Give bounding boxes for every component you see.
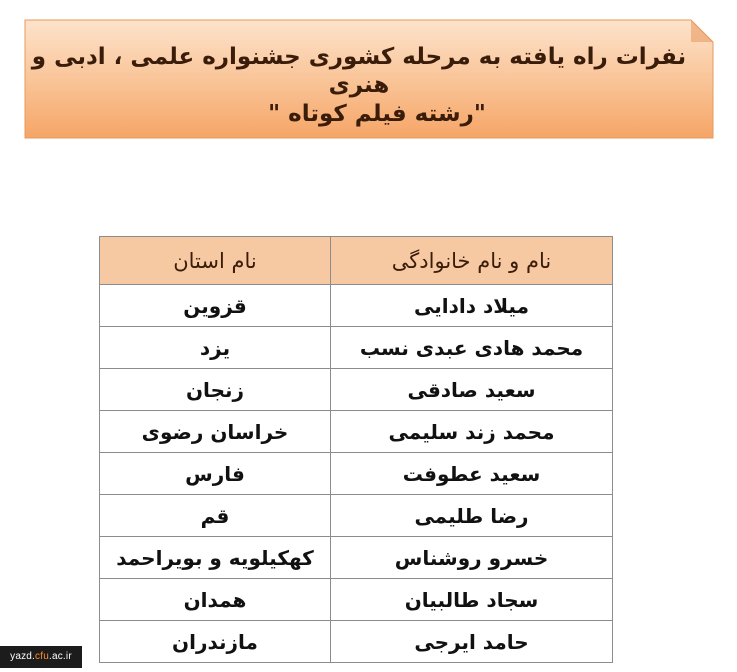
site-url-prefix: yazd. (10, 651, 36, 662)
cell-name: خسرو روشناس (331, 537, 613, 579)
table-row (100, 327, 613, 369)
cell-name: میلاد دادایی (331, 285, 613, 327)
cell-name: رضا طلیمی (331, 495, 613, 537)
title-banner (23, 18, 715, 140)
site-url-accent: cfu (35, 651, 49, 662)
table-row (100, 621, 613, 663)
table-row (100, 537, 613, 579)
table-row (100, 453, 613, 495)
cell-province: مازندران (100, 621, 331, 663)
site-url-badge[interactable] (0, 646, 82, 668)
banner-title-line1: نفرات راه یافته به مرحله کشوری جشنواره علمی ، ادبی و هنری (31, 44, 687, 98)
banner-title-line2: "رشته فیلم کوتاه " (268, 101, 486, 127)
table-row (100, 369, 613, 411)
cell-name: سعید صادقی (331, 369, 613, 411)
cell-province: یزد (100, 327, 331, 369)
table-row (100, 411, 613, 453)
site-url-suffix: .ac.ir (48, 651, 72, 662)
results-table-wrapper (99, 236, 612, 663)
table-row (100, 285, 613, 327)
table-row (100, 579, 613, 621)
table-header-row (100, 237, 613, 285)
cell-name: سجاد طالبیان (331, 579, 613, 621)
cell-name: محمد زند سلیمی (331, 411, 613, 453)
cell-name: حامد ایرجی (331, 621, 613, 663)
cell-province: فارس (100, 453, 331, 495)
cell-name: سعید عطوفت (331, 453, 613, 495)
cell-province: خراسان رضوی (100, 411, 331, 453)
table-row (100, 495, 613, 537)
cell-province: زنجان (100, 369, 331, 411)
cell-province: قزوین (100, 285, 331, 327)
cell-province: کهکیلویه و بویراحمد (100, 537, 331, 579)
results-table (99, 236, 613, 663)
column-header-province: نام استان (100, 237, 331, 285)
column-header-name: نام و نام خانوادگی (331, 237, 613, 285)
cell-province: قم (100, 495, 331, 537)
cell-name: محمد هادی عبدی نسب (331, 327, 613, 369)
cell-province: همدان (100, 579, 331, 621)
